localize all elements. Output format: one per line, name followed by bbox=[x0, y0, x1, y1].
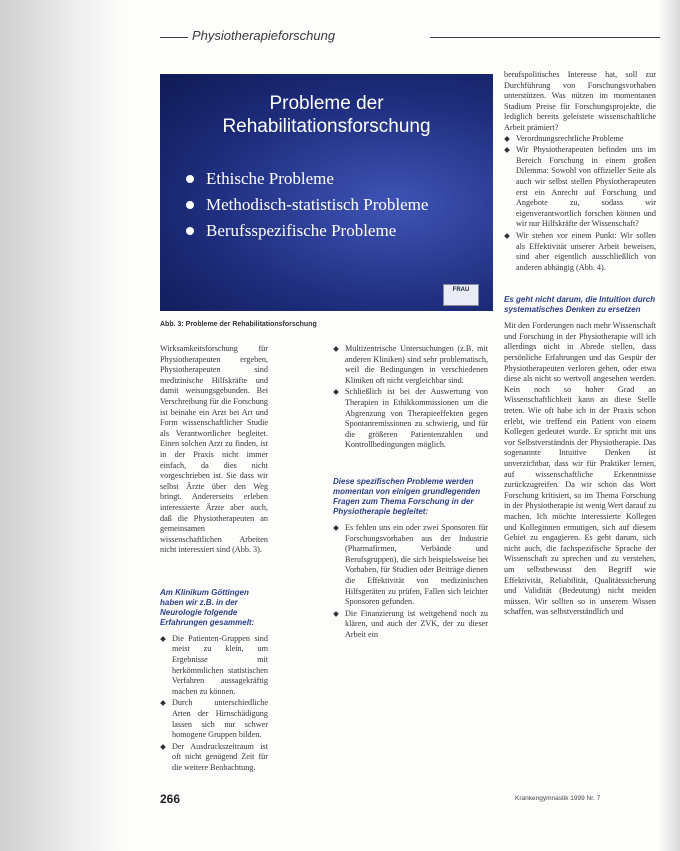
slide-logo-text: FRAU bbox=[452, 287, 470, 293]
section-subhead: Diese spezifischen Probleme werden momentan von einigen grundlegenden Fragen zum Thema Forschung in der Physiotherapie begleitet: bbox=[333, 476, 481, 516]
figure-caption: Abb. 3: Probleme der Rehabilitationsforschung bbox=[160, 321, 317, 328]
bullet-text: Durch unterschiedliche Arten der Hirnschädigung lassen sich nur schwer homogene Gruppen bilden. bbox=[172, 698, 268, 740]
slide-title bbox=[160, 92, 493, 138]
slide-item-text: Berufsspezifische Probleme bbox=[206, 221, 397, 240]
bullet-item bbox=[504, 134, 656, 145]
figure-slide bbox=[160, 74, 493, 311]
bullet-text: Es fehlen uns ein oder zwei Sponsoren für Forschungsvorhaben aus der Industrie (Pharmafirmen, Verbände und Berufsgruppen), die sich beispielsweise bei Vorhaben, für Studien oder Beiträge dienen die Effektivität von medizinischen Hilfsgeräten zu prüfen, Fallen sich leichter Sponsoren gefunden. bbox=[345, 522, 488, 607]
bullet-item bbox=[333, 387, 488, 451]
bullet-diamond-icon bbox=[160, 744, 166, 750]
slide-item-text: Methodisch-statistisch Probleme bbox=[206, 195, 429, 214]
bullet-item bbox=[333, 609, 488, 641]
slide-title-line2: Rehabilitationsforschung bbox=[222, 116, 431, 137]
bullet-diamond-icon bbox=[504, 233, 510, 239]
bullet-diamond-icon bbox=[333, 346, 339, 352]
bullet-dot-icon bbox=[186, 175, 194, 183]
slide-title-line1: Probleme der bbox=[269, 93, 384, 114]
bullet-dot-icon bbox=[186, 201, 194, 209]
bullet-diamond-icon bbox=[504, 147, 510, 153]
bullet-item bbox=[160, 634, 268, 698]
bullet-item bbox=[160, 698, 268, 740]
bullet-item bbox=[504, 145, 656, 230]
page-edge-shadow bbox=[658, 0, 680, 851]
header-rule-right bbox=[430, 37, 660, 38]
bullet-text: Der Ausdruckszeitraum ist oft nicht genügend Zeit für die weitere Beobachtung. bbox=[172, 741, 268, 772]
bullet-item bbox=[333, 523, 488, 608]
bullet-text: Die Finanzierung ist weitgehend noch zu klären, und auch der ZVK, der zu dieser Arbeit ein bbox=[345, 608, 488, 639]
slide-logo bbox=[443, 284, 479, 306]
bullet-text: Verordnungsrechtliche Probleme bbox=[516, 133, 624, 143]
section-subhead: Am Klinikum Göttingen haben wir z.B. in der Neurologie folgende Erfahrungen gesammelt: bbox=[160, 587, 255, 627]
bullet-item bbox=[333, 344, 488, 386]
bullet-text: Die Patienten-Gruppen sind meist zu klein, um Ergebnisse mit herkömmlichen statistischen Verfahren aussagekräftig machen zu können. bbox=[172, 633, 268, 696]
bullet-diamond-icon bbox=[504, 136, 510, 142]
text-column-middle bbox=[333, 344, 488, 641]
bullet-text: Multizentrische Untersuchungen (z.B. mit anderen Kliniken) sind sehr problematisch, weil die Bedingungen in verschiedenen Kliniken oft nicht vergleichbar sind. bbox=[345, 344, 488, 385]
paragraph: Wirksamkeitsforschung für Physiotherapeuten ergeben, Physiotherapeuten sind medizinische Hilfskräfte und damit weisungsgebunden. Bei Verschreibung für die Forschung ist beinahe ein Arzt bei Art und Form wissenschaftlicher Studie als Verantwortlicher begleitet. Einen solchen Arzt zu finden, ist in der Praxis nicht immer einfach, da dies nicht vorgeschrieben ist. Sie dass wir selbst Ärzte über den Weg bringt. Andererseits erleben interessierte Ärzte aber auch, daß die Physiotherapeuten an gemeinsamen wissenschaftlichen Arbeiten nicht interessiert sind (Abb. 3). bbox=[160, 344, 268, 555]
journal-footer: Krankengymnastik 1999 Nr. 7 bbox=[515, 795, 601, 802]
running-header bbox=[160, 28, 660, 44]
header-title: Physiotherapieforschung bbox=[192, 28, 336, 43]
slide-bullet-list bbox=[182, 169, 482, 247]
bullet-diamond-icon bbox=[333, 390, 339, 396]
section-subhead: Es geht nicht darum, die Intuition durch systematisches Denken zu ersetzen bbox=[504, 295, 656, 315]
header-rule-left bbox=[160, 37, 188, 38]
bullet-text: Wir stehen vor einem Punkt: Wir sollen als Effektivität unserer Arbeit beweisen, sind aber eigentlich ausschließlich von anderen abhängig (Abb. 4). bbox=[516, 230, 656, 272]
paragraph: Mit den Forderungen nach mehr Wissenschaft und Forschung in der Physiotherapie will ich allerdings nicht in Abrede stellen, dass persönliche Erfahrungen und das Gespür der Physiotherapeuten verloren gehen, oder etwa diese als nicht so wertvoll angesehen werden. Kein noch so hoher Grad an Wissenschaftlichkeit kann an diese Stelle treten. Wie oft habe ich in der Praxis schon erlebt, wie treffend ein Patient von einem Kollegen gedeutet wurde. Er spricht mit uns vor Selbstverständnis der Physiotherapie. Das sogenannte Intuitive Denken ist unverzichtbar, dass wir für Praktiker lernen, auf wissenschaftliche Erkenntnisse zurückzugreifen. Da wir schon das Wort Forschung kritisiert, so im Thema Forschung in der Physiotherapie ist wenig Wert darauf zu machen. Ich möchte interessierte Kollegen und Kolleginnen ermutigen, sich auf diesem Gebiet zu engagieren. Es geht darum, sich nicht auch, die fachspezifische Sprache der Wissenschaft zu sprechen und zu verstehen, um selbstbewusst den Begriff wie Effektivität, Reliabilität, Qualitätssicherung und Validität (Bedeutung) nicht meiden müssen. Wir sollten so in unserem Wissen schaffen, was selbstverständlich und bbox=[504, 321, 656, 617]
slide-item-text: Ethische Probleme bbox=[206, 169, 334, 188]
slide-item bbox=[182, 195, 482, 215]
bullet-text: Schließlich ist bei der Auswertung von Therapien in Ethikkommissionen um die Abgrenzung von Therapieeffekten gegen Spontanremissionen zu schwierig, und für die größeren Patientenzahlen und Kontrollbedingungen möglich. bbox=[345, 387, 488, 450]
bullet-dot-icon bbox=[186, 227, 194, 235]
bullet-text: Wir Physiotherapeuten befinden uns im Bereich Forschung in einem großen Dilemma: Sowohl von offizieller Seite als auch wir selbst stellen Physiotherapeuten erst ein Anrecht auf Forschung und Angebote zu, sodass wir eigenverantwortlich forschen können und wir nur Hilfskräfte der Wissenschaft? bbox=[516, 145, 656, 229]
bullet-item bbox=[160, 742, 268, 774]
bullet-diamond-icon bbox=[333, 525, 339, 531]
page-gutter-shadow bbox=[0, 0, 130, 851]
bullet-diamond-icon bbox=[160, 636, 166, 642]
bullet-diamond-icon bbox=[333, 611, 339, 617]
bullet-diamond-icon bbox=[160, 701, 166, 707]
bullet-item bbox=[504, 231, 656, 273]
slide-item bbox=[182, 221, 482, 241]
page-number: 266 bbox=[160, 792, 181, 806]
text-column-right bbox=[504, 70, 656, 618]
slide-item bbox=[182, 169, 482, 189]
text-column-left bbox=[160, 344, 268, 775]
paragraph: berufspolitisches Interesse hat, soll zur Durchführung von Forschungsvorhaben unterstützen. Was nützen im momentanen Stadium Preise für Forschungsprojekte, die lediglich bereits geleistete wissenschaftliche Arbeit prämiert? bbox=[504, 70, 656, 132]
